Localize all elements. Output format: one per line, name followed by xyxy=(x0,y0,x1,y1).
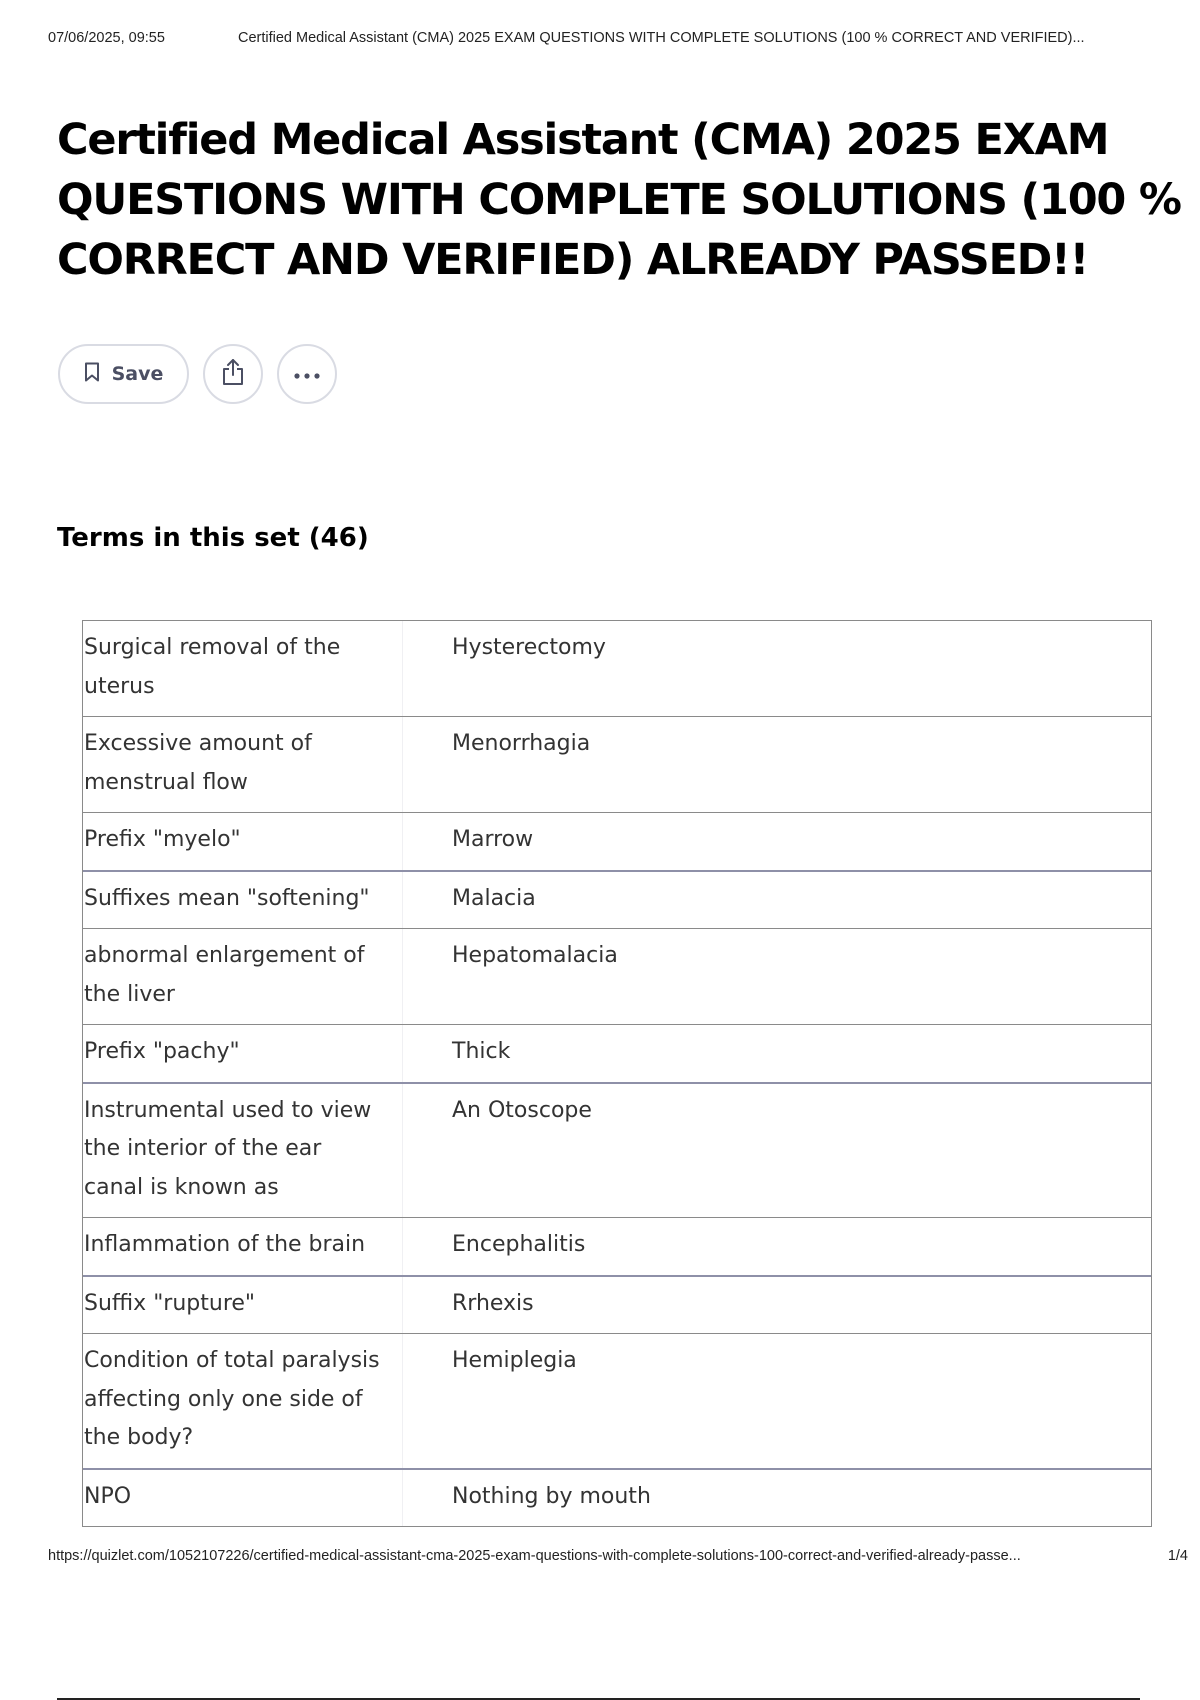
term-row xyxy=(83,1470,1151,1527)
term-row xyxy=(83,813,1151,872)
term-row xyxy=(83,621,1151,717)
definition-text: Hemiplegia xyxy=(452,1348,577,1373)
page-title: Certified Medical Assistant (CMA) 2025 EXAM QUESTIONS WITH COMPLETE SOLUTIONS (100 % CORRECT AND VERIFIED) ALREADY PASSED!! xyxy=(57,115,1181,285)
definition-text: Hysterectomy xyxy=(452,635,606,660)
term-row xyxy=(83,1218,1151,1277)
print-date: 07/06/2025, 09:55 xyxy=(48,30,165,46)
action-bar xyxy=(58,344,337,404)
bookmark-icon xyxy=(84,362,100,386)
definition-text: Marrow xyxy=(452,827,534,852)
term-row xyxy=(83,1084,1151,1219)
print-doc-title: Certified Medical Assistant (CMA) 2025 EXAM QUESTIONS WITH COMPLETE SOLUTIONS (100 % CORRECT AND VERIFIED)... xyxy=(238,30,1085,46)
definition-text: Malacia xyxy=(452,885,536,911)
print-footer xyxy=(48,1548,1188,1568)
term-text: NPO xyxy=(83,1470,403,1527)
save-button[interactable] xyxy=(58,344,189,404)
definition-text: Thick xyxy=(452,1039,511,1064)
print-header xyxy=(48,30,1188,50)
term-text: Suffix "rupture" xyxy=(83,1277,403,1334)
term-text: Prefix "pachy" xyxy=(83,1025,403,1082)
term-row xyxy=(83,1025,1151,1084)
term-text: Suffixes mean "softening" xyxy=(83,872,403,929)
more-horizontal-icon xyxy=(293,365,321,384)
term-text: Excessive amount of menstrual flow xyxy=(83,717,403,812)
term-row xyxy=(83,872,1151,930)
term-text: Condition of total paralysis affecting only one side of the body? xyxy=(83,1334,403,1468)
terms-heading: Terms in this set (46) xyxy=(57,523,369,553)
term-text: Inflammation of the brain xyxy=(83,1218,403,1275)
term-row xyxy=(83,1277,1151,1335)
page-number: 1/4 xyxy=(1167,1548,1188,1564)
share-button[interactable] xyxy=(203,344,263,404)
term-text: Prefix "myelo" xyxy=(83,813,403,870)
term-row xyxy=(83,929,1151,1025)
definition-text: Nothing by mouth xyxy=(452,1483,651,1509)
save-button-label: Save xyxy=(111,363,164,385)
definition-text: Menorrhagia xyxy=(452,731,591,756)
share-icon xyxy=(220,358,246,390)
terms-table xyxy=(82,620,1152,1527)
definition-text: An Otoscope xyxy=(452,1097,592,1123)
term-text: abnormal enlargement of the liver xyxy=(83,929,403,1024)
definition-text: Rrhexis xyxy=(452,1290,534,1316)
term-text: Surgical removal of the uterus xyxy=(83,621,403,716)
more-options-button[interactable] xyxy=(277,344,337,404)
term-row xyxy=(83,717,1151,813)
term-text: Instrumental used to view the interior of the ear canal is known as xyxy=(83,1084,403,1218)
definition-text: Hepatomalacia xyxy=(452,943,618,968)
definition-text: Encephalitis xyxy=(452,1232,586,1257)
print-url: https://quizlet.com/1052107226/certified-medical-assistant-cma-2025-exam-questions-with-complete-solutions-100-correct-and-verified-already-passe... xyxy=(48,1548,1021,1564)
term-row xyxy=(83,1334,1151,1470)
